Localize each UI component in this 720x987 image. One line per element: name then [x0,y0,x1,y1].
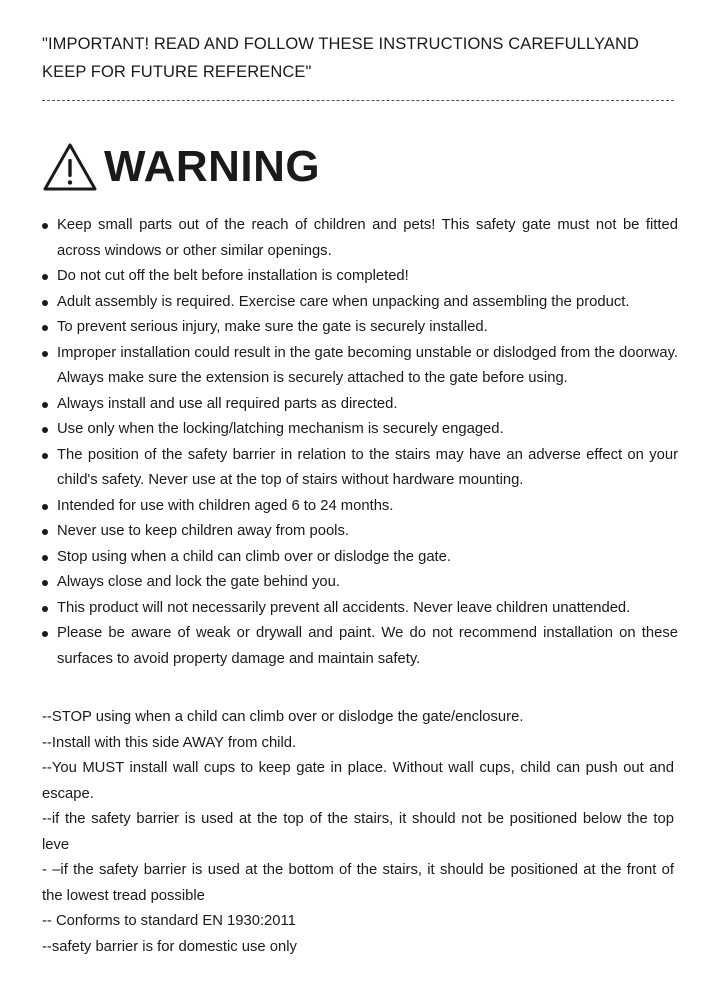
notes-section [42,705,674,960]
warning-heading [42,137,678,197]
list-item: Always close and lock the gate behind you. [42,570,678,596]
important-header: "IMPORTANT! READ AND FOLLOW THESE INSTRUCTIONS CAREFULLYAND KEEP FOR FUTURE REFERENCE" [42,35,639,81]
list-item: Do not cut off the belt before installation is completed! [42,264,678,290]
note-line: --if the safety barrier is used at the top of the stairs, it should not be positioned below the top leve [42,811,674,853]
list-item: The position of the safety barrier in relation to the stairs may have an adverse effect on your child's safety. Never use at the top of stairs without hardware mounting. [42,443,678,494]
note-line: --Install with this side AWAY from child. [42,734,297,751]
note-line: -- Conforms to standard EN 1930:2011 [42,913,296,929]
list-item: This product will not necessarily prevent all accidents. Never leave children unattended. [42,596,678,622]
list-item: Use only when the locking/latching mechanism is securely engaged. [42,417,678,443]
note-line: --STOP using when a child can climb over or dislodge the gate/enclosure. [42,709,524,725]
note-line: - –if the safety barrier is used at the bottom of the stairs, it should be positioned at the front of the lowest tread possible [42,862,674,904]
list-item: Always install and use all required parts as directed. [42,392,678,418]
list-item: To prevent serious injury, make sure the gate is securely installed. [42,315,678,341]
list-item: Keep small parts out of the reach of children and pets! This safety gate must not be fitted across windows or other similar openings. [42,213,678,264]
list-item: Intended for use with children aged 6 to 24 months. [42,494,678,520]
warning-triangle-icon [42,142,98,192]
list-item: Please be aware of weak or drywall and paint. We do not recommend installation on these surfaces to avoid property damage and maintain safety. [42,621,678,672]
list-item: Adult assembly is required. Exercise care when unpacking and assembling the product. [42,290,678,316]
list-item: Never use to keep children away from pools. [42,519,678,545]
note-line: --You MUST install wall cups to keep gate in place. Without wall cups, child can push out and escape. [42,760,674,802]
warning-bullet-list [42,213,678,672]
dashed-divider [42,100,674,101]
list-item: Improper installation could result in the gate becoming unstable or dislodged from the doorway. Always make sure the extension is securely attached to the gate before using. [42,341,678,392]
note-line: --safety barrier is for domestic use only [42,938,297,955]
warning-title: WARNING [104,142,321,191]
list-item: Stop using when a child can climb over or dislodge the gate. [42,545,678,571]
